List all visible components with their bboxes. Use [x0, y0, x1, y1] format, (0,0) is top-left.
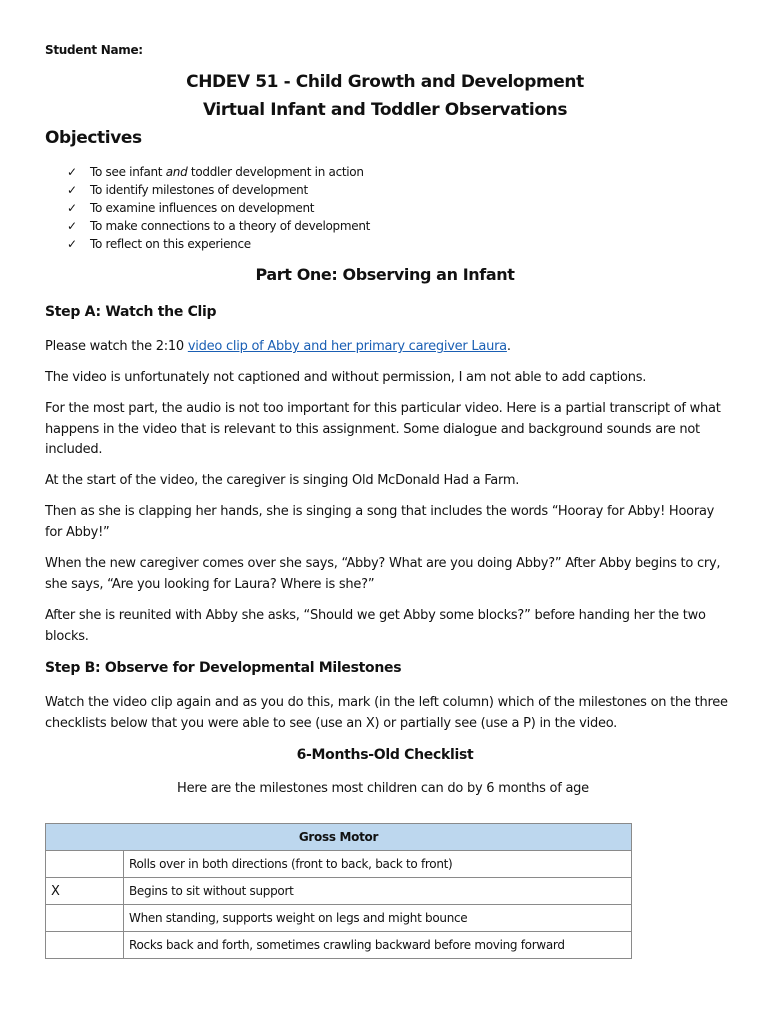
- course-title: CHDEV 51 - Child Growth and Development: [186, 72, 584, 92]
- objective-text: To see infant: [90, 165, 166, 179]
- mark-cell[interactable]: [46, 851, 124, 878]
- part-one-heading: Part One: Observing an Infant: [255, 265, 515, 284]
- objective-text: To reflect on this experience: [90, 237, 251, 251]
- video-clip-link[interactable]: video clip of Abby and her primary caregiver Laura: [187, 339, 507, 354]
- milestone-cell: Begins to sit without support: [124, 878, 632, 905]
- step-b-instruction: Watch the video clip again and as you do this, mark (in the left column) which of the milestones on the three checklists below that you were able to see (use an X) or partially see (use a P) in the video.: [45, 695, 728, 731]
- paragraph-reunited: After she is reunited with Abby she asks, “Should we get Abby some blocks?” before handing her the two blocks.: [45, 608, 706, 644]
- objective-emphasis: and: [165, 165, 188, 179]
- milestone-table: [45, 823, 632, 959]
- watch-text: Please watch the 2:10: [45, 339, 188, 354]
- watch-text-end: .: [506, 339, 511, 354]
- objective-item: [67, 217, 370, 235]
- milestone-cell: Rocks back and forth, sometimes crawling backward before moving forward: [124, 932, 632, 959]
- table-row: [46, 851, 632, 878]
- objective-text: toddler development in action: [187, 165, 364, 179]
- objective-item: [67, 235, 370, 253]
- table-header-row: [46, 824, 632, 851]
- table-row: [46, 878, 632, 905]
- table-row: [46, 905, 632, 932]
- table-row: [46, 932, 632, 959]
- paragraph-captions: The video is unfortunately not captioned and without permission, I am not able to add captions.: [45, 370, 647, 385]
- paragraph-new-caregiver: When the new caregiver comes over she says, “Abby? What are you doing Abby?” After Abby begins to cry, she says, “Are you looking for Laura? Where is she?”: [45, 556, 721, 592]
- milestone-cell: Rolls over in both directions (front to back, back to front): [124, 851, 632, 878]
- checklist-title: 6-Months-Old Checklist: [296, 747, 474, 763]
- objectives-list: [67, 163, 370, 253]
- checkmark-icon: ✓: [67, 219, 77, 233]
- objective-item: [67, 181, 370, 199]
- milestone-cell: When standing, supports weight on legs and might bounce: [124, 905, 632, 932]
- objective-text: To examine influences on development: [90, 201, 315, 215]
- mark-cell[interactable]: [46, 905, 124, 932]
- checkmark-icon: ✓: [67, 165, 77, 179]
- objective-item: [67, 199, 370, 217]
- paragraph-hooray: Then as she is clapping her hands, she is singing a song that includes the words “Hooray for Abby! Hooray for Abby!”: [45, 504, 715, 540]
- objectives-heading: Objectives: [45, 128, 142, 148]
- step-b-heading: Step B: Observe for Developmental Milestones: [45, 660, 402, 676]
- checkmark-icon: ✓: [67, 183, 77, 197]
- objective-item: [67, 163, 370, 181]
- mark-cell[interactable]: X: [46, 878, 124, 905]
- checkmark-icon: ✓: [67, 201, 77, 215]
- document-title: Virtual Infant and Toddler Observations: [202, 100, 568, 120]
- checklist-subtitle: Here are the milestones most children can do by 6 months of age: [177, 781, 589, 796]
- paragraph-transcript-intro: For the most part, the audio is not too important for this particular video. Here is a partial transcript of what happens in the video that is relevant to this assignment. Some dialogue and background sounds are not included.: [45, 401, 721, 457]
- paragraph-song-start: At the start of the video, the caregiver is singing Old McDonald Had a Farm.: [45, 473, 520, 488]
- checkmark-icon: ✓: [67, 237, 77, 251]
- objective-text: To make connections to a theory of development: [90, 219, 371, 233]
- gross-motor-header: Gross Motor: [46, 824, 632, 851]
- watch-instruction: [45, 337, 735, 358]
- objective-text: To identify milestones of development: [90, 183, 308, 197]
- mark-cell[interactable]: [46, 932, 124, 959]
- step-a-heading: Step A: Watch the Clip: [45, 304, 217, 320]
- student-name-label: Student Name:: [45, 43, 143, 57]
